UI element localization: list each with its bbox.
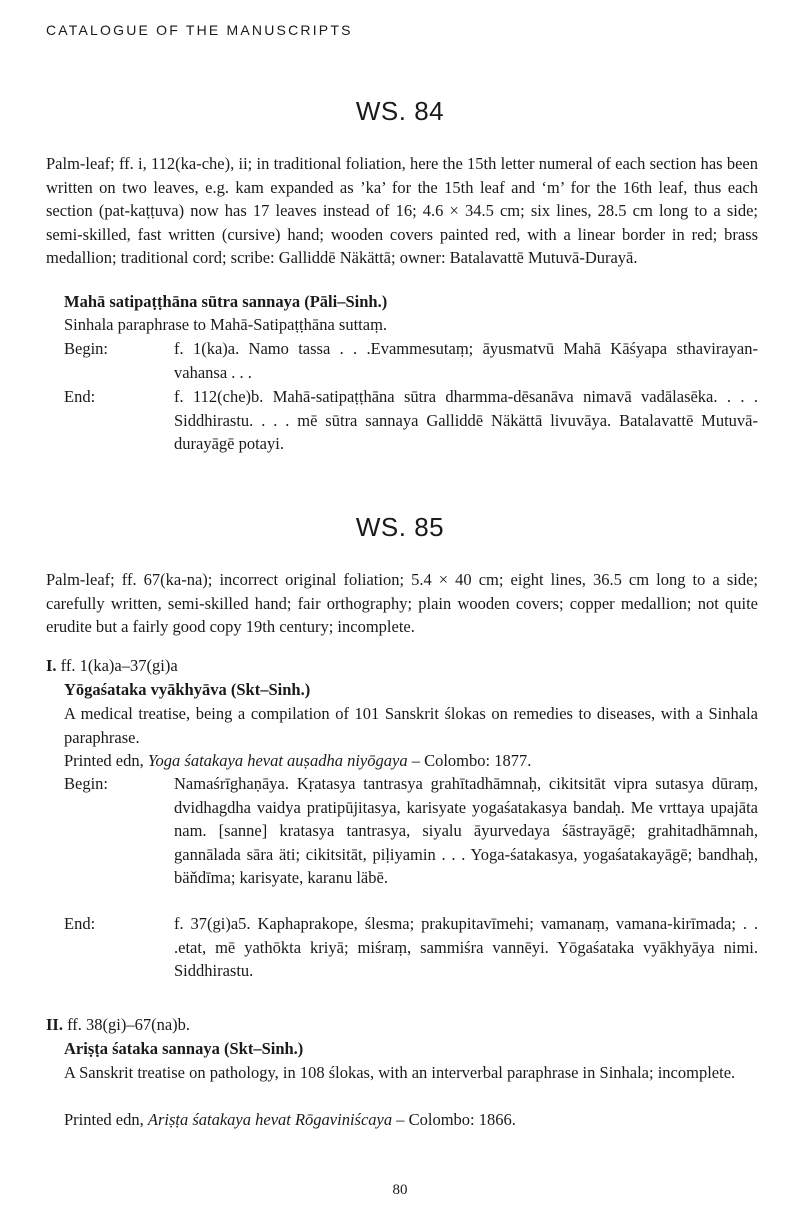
ws85-part2-printed-prefix: Printed edn,: [64, 1110, 148, 1129]
ws85-part2-heading: [46, 1013, 190, 1037]
ws84-begin: [64, 337, 758, 384]
ws85-part1-work-desc: A medical treatise, being a compilation of 101 Sanskrit ślokas on remedies to diseases, with a Sinhala paraphrase.: [64, 704, 758, 747]
ws85-part1-end-text: f. 37(gi)a5. Kaphaprakope, ślesma; prakupitavīmehi; vamanaṃ, vamana-kirīmada; . . .etat, mē yathōkta kriyā; miśraṃ, sammiśra vannēyi. Yōgaśataka vyākhyāya nimi. Siddhirastu.: [174, 914, 758, 980]
ws85-part1-work-title: Yōgaśataka vyākhyāva (Skt–Sinh.): [64, 680, 311, 699]
ws84-work-desc: Sinhala paraphrase to Mahā-Satipaṭṭhāna suttaṃ.: [64, 315, 388, 334]
ws84-work-title: Mahā satipaṭṭhāna sūtra sannaya (Pāli–Sinh.): [64, 292, 388, 311]
ws85-part1-begin-label: Begin:: [64, 774, 108, 793]
ws85-part1-heading: [46, 654, 178, 678]
ws85-part2-work-desc: A Sanskrit treatise on pathology, in 108 ślokas, with an interverbal paraphrase in Sinhala; incomplete.: [64, 1063, 736, 1082]
ws84-title: WS. 84: [355, 96, 445, 126]
ws85-part2-printed-title: Ariṣṭa śatakaya hevat Rōgaviniścaya: [147, 1110, 393, 1129]
ws84-begin-label: Begin:: [64, 339, 108, 358]
ws85-part1-begin-text: Namaśrīghaṇāya. Kṛatasya tantrasya grahītadhāmnaḥ, cikitsitāt vipra sutasya dūraṃ, dvidhagdha vaidya pratipūjitasya, karisyate yogaśatakasya bandaḥ. Me vrttaya upajāta nam. [sanne] kratasya tantrasya, siyalu āyurvedaya śāstrayāgē; grahitadhāmnah, gannālada sāra äti; cikitsitāt, piḷiyamin . . . Yoga-śatakasya, yogaśatakayāgē; bandhaḥ, bäňdīma; karisyate, karanu läbē.: [174, 774, 758, 887]
ws85-part1-folios: ff. 1(ka)a–37(gi)a: [60, 656, 178, 675]
ws85-part1-begin: [64, 772, 758, 890]
running-head: CATALOGUE OF THE MANUSCRIPTS: [46, 22, 353, 38]
ws85-part2-printed-suffix: – Colombo: 1866.: [392, 1110, 516, 1129]
ws85-part2-printed: [64, 1108, 758, 1132]
ws85-part1-printed-title: Yoga śatakaya hevat auṣadha niyōgaya: [147, 751, 408, 770]
ws84-end-label: End:: [64, 387, 96, 406]
ws85-part1-printed: [64, 749, 758, 773]
page-number: 80: [392, 1182, 408, 1198]
ws85-part1-numeral: I.: [46, 656, 57, 675]
ws85-part1-printed-suffix: – Colombo: 1877.: [407, 751, 532, 770]
ws85-title: WS. 85: [355, 512, 445, 542]
ws85-part1-end: [64, 912, 758, 983]
ws84-begin-text: f. 1(ka)a. Namo tassa . . .Evammesutaṃ; āyusmatvū Mahā Kāśyapa sthavirayan-vahansa . . .: [174, 339, 758, 382]
ws85-part1-end-label: End:: [64, 914, 96, 933]
ws84-description: Palm-leaf; ff. i, 112(ka-che), ii; in traditional foliation, here the 15th letter numeral of each section has been written on two leaves, e.g. kam expanded as ’ka’ for the 15th leaf and ‘m’ for the 16th leaf, thus each section (pat-kaṭṭuva) now has 17 leaves instead of 16; 4.6 × 34.5 cm; six lines, 28.5 cm long to a side; semi-skilled, fast written (cursive) hand; wooden covers painted red, with a linear border in red; brass medallion; traditional cord; scribe: Galliddē Näkättā; owner: Batalavattē Mutuvā-Durayā.: [46, 154, 758, 267]
ws84-end-text: f. 112(che)b. Mahā-satipaṭṭhāna sūtra dharmma-dēsanāva nimavā vadālasēka. . . . Siddhirastu. . . . mē sūtra sannaya Galliddē Näkättā livuvāya. Batalavattē Mutuvā-durayāgē potayi.: [174, 387, 758, 453]
ws85-part2-numeral: II.: [46, 1015, 63, 1034]
ws85-part2-work-title: Ariṣṭa śataka sannaya (Skt–Sinh.): [64, 1039, 304, 1058]
ws84-end: [64, 385, 758, 456]
ws85-part2-folios: ff. 38(gi)–67(na)b.: [67, 1015, 191, 1034]
ws85-part1-printed-prefix: Printed edn,: [64, 751, 148, 770]
ws85-description: Palm-leaf; ff. 67(ka-na); incorrect original foliation; 5.4 × 40 cm; eight lines, 36.5 cm long to a side; carefully written, semi-skilled hand; fair orthography; plain wooden covers; copper medallion; not quite erudite but a fairly good copy 19th century; incomplete.: [46, 570, 758, 636]
